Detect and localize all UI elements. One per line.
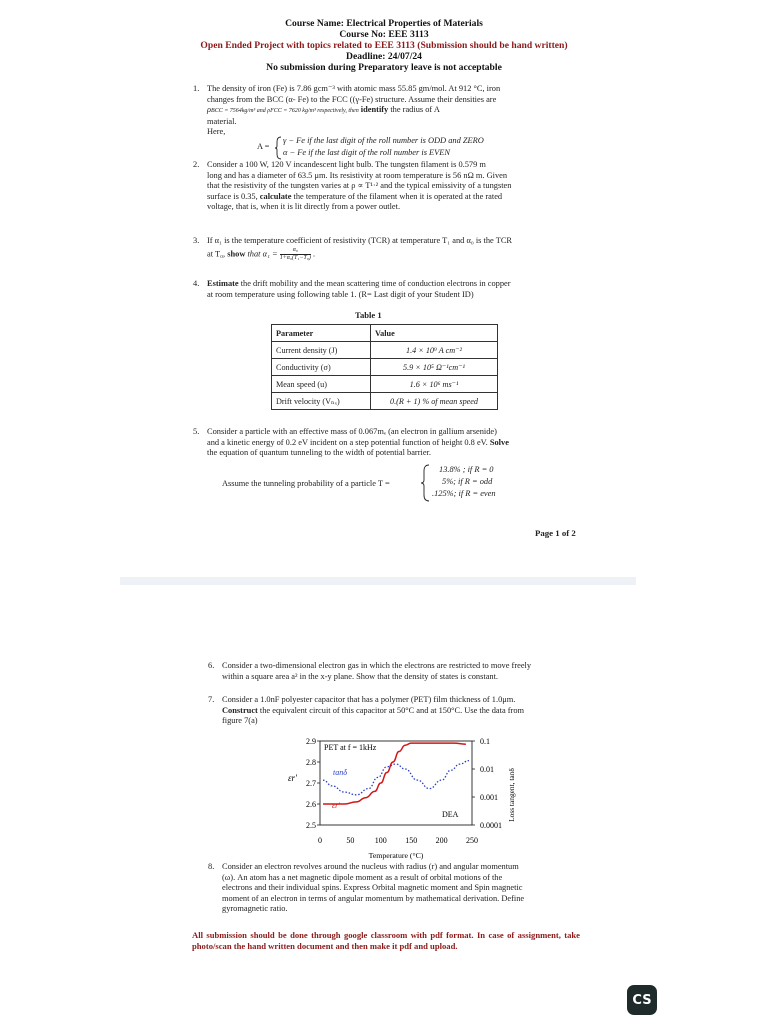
page-two: [0, 655, 768, 1024]
table-title: Table 1: [355, 310, 382, 320]
question-1: 1. The density of iron (Fe) is 7.86 gcm⁻³ with atomic mass 55.85 gm/mol. At 912 °C, iron changes from the BCC (α- Fe) to the FCC ((γ-Fe) structure. Assume their densities are ρBCC = 7564kg/m³ and ρFCC = 7620 kg/m³ respectively, then identify the radius of A material. Here,: [193, 84, 501, 137]
question-5: 5. Consider a particle with an effective mass of 0.067mₑ (an electron in gallium arsenide) and a kinetic energy of 0.2 eV incident on a step potential function of height 0.8 eV. Solve the equation of quantum tunneling to the width of potential barrier.: [193, 427, 509, 458]
right-tick-label: 0.1: [480, 737, 490, 746]
question-number: 6.: [208, 661, 215, 670]
y-axis-left-label: εr': [288, 773, 297, 783]
right-tick-label: 0.001: [480, 793, 498, 802]
question-2: 2. Consider a 100 W, 120 V incandescent light bulb. The tungsten filament is 0.579 m long and has a diameter of 63.5 μm. Its resistivity at room temperature is 56 nΩ m. Given that the resistivity of the tungsten varies at ρ ∝ T¹·² and the typical emissivity of a tungsten surface is 0.35, calculate the temperature of the filament when it is operated at the rated voltage, that is, when it is lit directly from a power outlet.: [193, 160, 512, 212]
x-tick-label: 0: [318, 836, 322, 845]
question-number: 5.: [193, 427, 200, 436]
x-tick-label: 100: [374, 836, 387, 845]
right-tick-label: 0.01: [480, 765, 494, 774]
page-separator: [120, 577, 636, 585]
deadline: Deadline: 24/07/24: [346, 51, 422, 62]
tunneling-assumption: Assume the tunneling probability of a particle T =: [222, 479, 390, 488]
y-axis-right-label: Loss tangent, tanδ: [507, 768, 516, 822]
dea-annotation: DEA: [442, 810, 459, 819]
case-r-zero: 13.8% ; if R = 0: [439, 465, 494, 474]
brace-icon: [275, 136, 283, 160]
table-header-parameter: Parameter: [272, 325, 371, 342]
brace-icon: [421, 464, 431, 502]
question-number: 1.: [193, 84, 200, 93]
table-row: Current density (J) 1.4 × 10⁹ A cm⁻²: [272, 342, 498, 359]
page-gap: [0, 585, 768, 655]
case-r-odd: 5%; if R = odd: [442, 477, 493, 486]
table-header-row: [272, 325, 498, 342]
y-tick-label: 2.9: [306, 737, 316, 746]
course-number: Course No: EEE 3113: [339, 29, 429, 40]
right-tick-label: 0.0001: [480, 821, 502, 830]
table-header-value: Value: [371, 325, 498, 342]
project-title: Open Ended Project with topics related to EEE 3113 (Submission should be hand written): [200, 40, 568, 51]
question-8: 8. Consider an electron revolves around the nucleus with radius (r) and angular momentum (ω). An atom has a net magnetic dipole moment as a result of orbital motions of the electrons and their individual spins. Express Orbital magnetic moment and Spin magnetic moment of an electron in terms of angular momentum by mathematical derivation. Define gyromagnetic ratio.: [208, 862, 525, 914]
course-name: Course Name: Electrical Properties of Materials: [285, 18, 483, 29]
tan-delta-series-label: tanδ: [333, 768, 347, 777]
question-number: 2.: [193, 160, 200, 169]
equation-case-odd: γ − Fe if the last digit of the roll number is ODD and ZERO: [283, 136, 484, 145]
pet-dielectric-chart: [290, 733, 530, 863]
y-tick-label: 2.8: [306, 758, 316, 767]
case-r-even: .125%; if R = even: [432, 489, 496, 498]
x-tick-label: 50: [346, 836, 355, 845]
x-axis-label: Temperature (°C): [368, 851, 424, 860]
question-number: 7.: [208, 695, 215, 704]
y-tick-label: 2.5: [306, 821, 316, 830]
camscanner-logo: CS: [627, 985, 657, 1015]
y-tick-label: 2.7: [306, 779, 316, 788]
x-tick-label: 250: [466, 836, 478, 845]
question-4: 4. Estimate the drift mobility and the mean scattering time of conduction electrons in copper at room temperature using following table 1. (R= Last digit of your Student ID): [193, 279, 511, 299]
chart-title: PET at f = 1kHz: [324, 743, 377, 752]
question-number: 4.: [193, 279, 200, 288]
question-number: 3.: [193, 236, 200, 245]
question-number: 8.: [208, 862, 215, 871]
x-tick-label: 200: [435, 836, 448, 845]
epsilon-series-label: εr': [332, 801, 340, 810]
equation-case-even: α − Fe if the last digit of the roll number is EVEN: [283, 148, 450, 157]
equation-a: A =: [257, 142, 270, 151]
x-tick-label: 150: [405, 836, 418, 845]
table-row: Conductivity (σ) 5.9 × 10⁵ Ω⁻¹cm⁻¹: [272, 359, 498, 376]
table-row: Drift velocity (Vₙₓ) 0.(R + 1) % of mean speed: [272, 393, 498, 410]
table-row: Mean speed (u) 1.6 × 10⁶ ms⁻¹: [272, 376, 498, 393]
y-tick-label: 2.6: [306, 800, 316, 809]
page-number: Page 1 of 2: [535, 528, 576, 538]
submission-instructions: All submission should be done through google classroom with pdf format. In case of assignment, take photo/scan the hand written document and then make it pdf and upload.: [192, 930, 580, 951]
question-3: 3. If α₁ is the temperature coefficient of resistivity (TCR) at temperature T₁ and α₀ is the TCR at T₀, show that α₁ = $\frac{\text{α₀}}{\text{1+α₀(T₁−T₀)}}$ .: [193, 236, 512, 261]
fraction: $\frac{\text{α₀}}{\text{1+α₀(T₁−T₀)}}$: [279, 246, 311, 261]
question-6: 6. Consider a two-dimensional electron gas in which the electrons are restricted to move freely within a square area a² in the x-y plane. Show that the density of states is constant.: [208, 661, 532, 681]
submission-warning: No submission during Preparatory leave is not acceptable: [266, 62, 502, 73]
question-7: 7. Consider a 1.0nF polyester capacitor that has a polymer (PET) film thickness of 1.0μm. Construct the equivalent circuit of this capacitor at 50°C and at 150°C. Use the data from figure 7(a): [208, 695, 525, 726]
parameter-table: [271, 324, 498, 410]
